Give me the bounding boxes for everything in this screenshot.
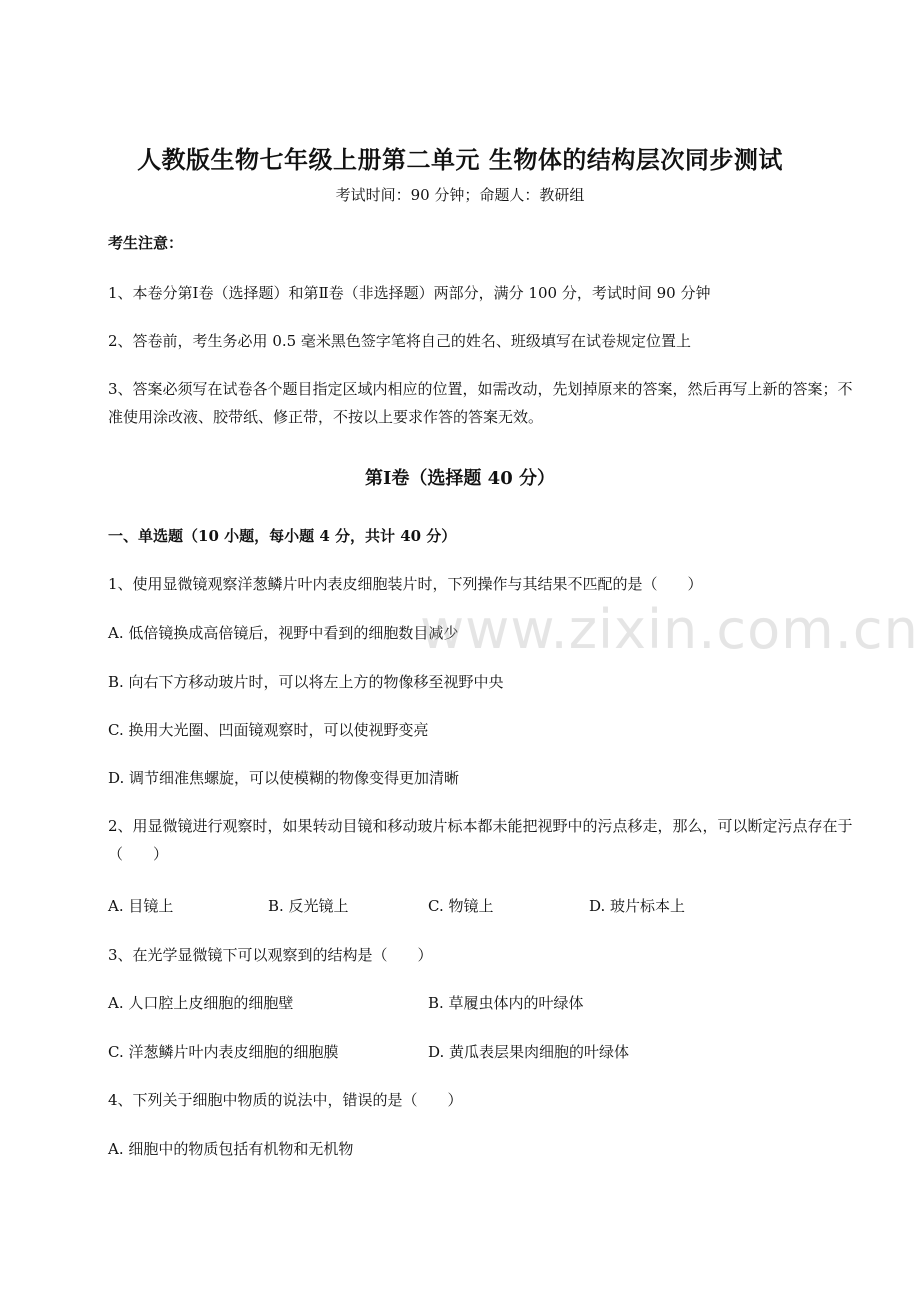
question-2-option-d: D. 玻片标本上 [589, 897, 686, 915]
question-2-stem: 2、用显微镜进行观察时，如果转动目镜和移动玻片标本都未能把视野中的污点移走，那么，可以断定污点存在于（ ） [108, 817, 853, 863]
question-1-option-c: C. 换用大光圈、凹面镜观察时，可以使视野变亮 [108, 721, 429, 739]
notice-item-3: 3、答案必须写在试卷各个题目指定区域内相应的位置，如需改动，先划掉原来的答案，然后再写上新的答案；不准使用涂改液、胶带纸、修正带，不按以上要求作答的答案无效。 [108, 380, 853, 426]
question-3-option-b: B. 草履虫体内的叶绿体 [428, 994, 584, 1012]
question-1-stem: 1、使用显微镜观察洋葱鳞片叶内表皮细胞装片时，下列操作与其结果不匹配的是（ ） [108, 575, 703, 593]
notice-item-2: 2、答卷前，考生务必用 0.5 毫米黑色签字笔将自己的姓名、班级填写在试卷规定位置上 [108, 332, 691, 350]
question-3-option-d: D. 黄瓜表层果肉细胞的叶绿体 [428, 1043, 630, 1061]
question-4-stem: 4、下列关于细胞中物质的说法中，错误的是（ ） [108, 1091, 463, 1109]
question-1-option-b: B. 向右下方移动玻片时，可以将左上方的物像移至视野中央 [108, 673, 504, 691]
question-2-option-a: A. 目镜上 [108, 897, 174, 915]
section-title: 第Ⅰ卷（选择题 40 分） [364, 468, 555, 489]
question-4-option-a: A. 细胞中的物质包括有机物和无机物 [108, 1140, 354, 1158]
question-2-option-b: B. 反光镜上 [268, 897, 349, 915]
question-2-option-c: C. 物镜上 [428, 897, 494, 915]
watermark: www.zixin.com.cn [420, 598, 919, 661]
question-3-option-c: C. 洋葱鳞片叶内表皮细胞的细胞膜 [108, 1043, 339, 1061]
question-1-option-a: A. 低倍镜换成高倍镜后，视野中看到的细胞数目减少 [108, 624, 459, 642]
question-3-option-a: A. 人口腔上皮细胞的细胞壁 [108, 994, 294, 1012]
part-heading: 一、单选题（10 小题，每小题 4 分，共计 40 分） [108, 527, 457, 545]
question-3-stem: 3、在光学显微镜下可以观察到的结构是（ ） [108, 946, 433, 964]
exam-subtitle: 考试时间：90 分钟；命题人：教研组 [335, 186, 585, 204]
question-1-option-d: D. 调节细准焦螺旋，可以使模糊的物像变得更加清晰 [108, 769, 460, 787]
notice-item-1: 1、本卷分第Ⅰ卷（选择题）和第Ⅱ卷（非选择题）两部分，满分 100 分，考试时间 90 分钟 [108, 284, 711, 302]
exam-title: 人教版生物七年级上册第二单元 生物体的结构层次同步测试 [137, 145, 783, 174]
notice-heading: 考生注意： [108, 234, 184, 252]
